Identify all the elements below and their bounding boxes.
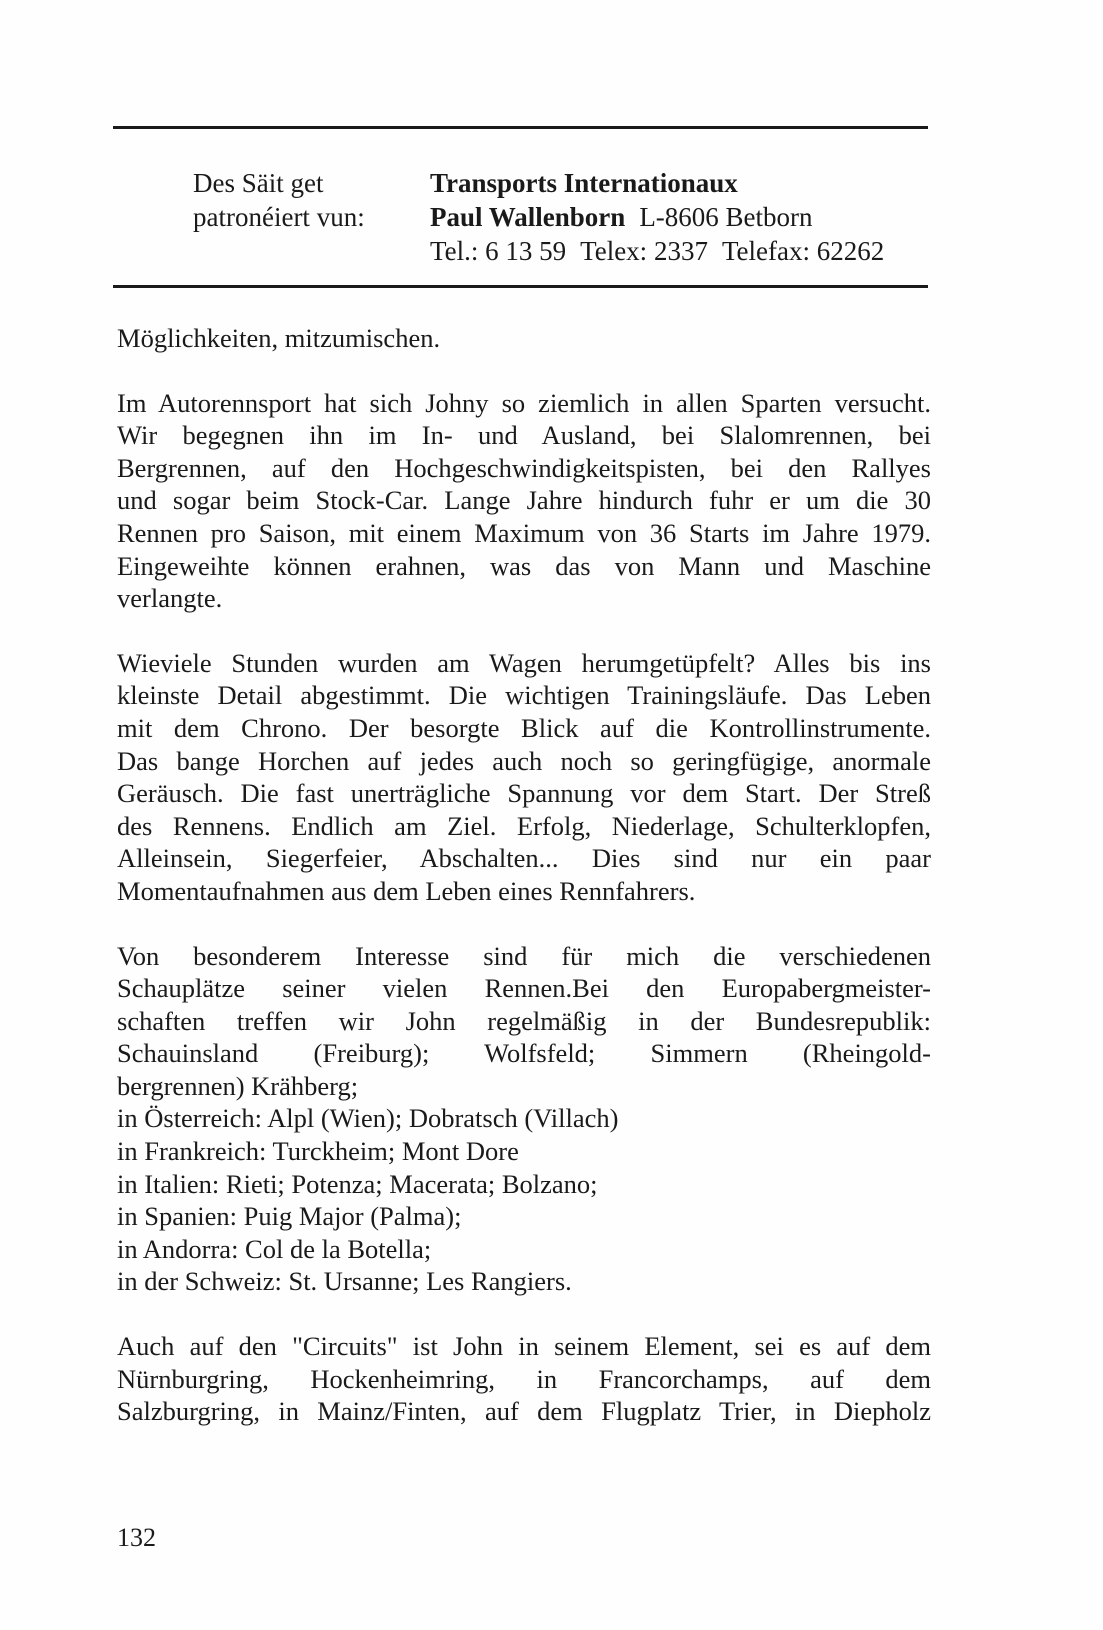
sponsor-telex: Telex: 2337 xyxy=(580,236,708,266)
text-line: Bergrennen, auf den Hochgeschwindigkeitspisten, bei den Rallyes xyxy=(117,452,931,483)
text-line: verlangte. xyxy=(117,583,223,614)
sponsor-tel: Tel.: 6 13 59 xyxy=(430,236,567,266)
text-line: mit dem Chrono. Der besorgte Blick auf die Kontrollinstrumente. xyxy=(117,712,931,743)
text-line: Eingeweihte können erahnen, was das von Mann und Maschine xyxy=(117,550,931,581)
text-line: Von besonderem Interesse sind für mich die verschiedenen xyxy=(117,940,931,971)
paragraph xyxy=(117,647,931,908)
sponsor-label-line2: patronéiert vun: xyxy=(193,202,365,232)
bottom-rule xyxy=(113,285,928,288)
sponsor-company: Transports Internationaux xyxy=(430,168,738,198)
text-line: in der Schweiz: St. Ursanne; Les Rangiers. xyxy=(117,1266,572,1297)
sponsor-telefax: Telefax: 62262 xyxy=(721,236,885,266)
body-text xyxy=(117,322,931,1460)
text-line: Im Autorennsport hat sich Johny so ziemlich in allen Sparten versucht. xyxy=(117,387,931,418)
text-line: Geräusch. Die fast unerträgliche Spannung vor dem Start. Der Streß xyxy=(117,778,931,809)
sponsor-info xyxy=(430,166,884,268)
text-line: kleinste Detail abgestimmt. Die wichtigen Trainingsläufe. Das Leben xyxy=(117,680,931,711)
sponsor-contact-line xyxy=(430,234,884,268)
page-number: 132 xyxy=(117,1523,156,1552)
text-line: Schauinsland (Freiburg); Wolfsfeld; Simmern (Rheingold- xyxy=(117,1038,931,1069)
text-line: in Frankreich: Turckheim; Mont Dore xyxy=(117,1136,519,1167)
text-line: des Rennens. Endlich am Ziel. Erfolg, Niederlage, Schulterklopfen, xyxy=(117,810,931,841)
text-line: Rennen pro Saison, mit einem Maximum von 36 Starts im Jahre 1979. xyxy=(117,517,931,548)
text-line: in Österreich: Alpl (Wien); Dobratsch (Villach) xyxy=(117,1103,619,1134)
sponsor-address: L-8606 Betborn xyxy=(639,202,813,232)
text-line: schaften treffen wir John regelmäßig in der Bundesrepublik: xyxy=(117,1005,931,1036)
text-line: in Andorra: Col de la Botella; xyxy=(117,1233,432,1264)
sponsor-person: Paul Wallenborn xyxy=(430,202,626,232)
paragraph xyxy=(117,322,931,355)
sponsor-person-line xyxy=(430,200,884,234)
sponsor-label-line1: Des Säit get xyxy=(193,168,324,198)
text-line: Möglichkeiten, mitzumischen. xyxy=(117,323,441,353)
text-line: bergrennen) Krähberg; xyxy=(117,1070,359,1101)
text-line: Das bange Horchen auf jedes auch noch so geringfügige, anormale xyxy=(117,745,931,776)
top-rule xyxy=(113,126,928,129)
text-line: Auch auf den "Circuits" ist John in seinem Element, sei es auf dem xyxy=(117,1331,931,1362)
text-line: in Italien: Rieti; Potenza; Macerata; Bolzano; xyxy=(117,1168,598,1199)
paragraph xyxy=(117,940,931,1299)
text-line: Wieviele Stunden wurden am Wagen herumgetüpfelt? Alles bis ins xyxy=(117,647,931,678)
paragraph xyxy=(117,387,931,615)
sponsor-label xyxy=(193,166,413,234)
text-line: in Spanien: Puig Major (Palma); xyxy=(117,1201,462,1232)
paragraph xyxy=(117,1330,931,1428)
text-line: Nürnburgring, Hockenheimring, in Francorchamps, auf dem xyxy=(117,1363,931,1394)
text-line: Momentaufnahmen aus dem Leben eines Rennfahrers. xyxy=(117,875,696,906)
text-line: Alleinsein, Siegerfeier, Abschalten... Dies sind nur ein paar xyxy=(117,843,931,874)
text-line: Schauplätze seiner vielen Rennen.Bei den Europabergmeister- xyxy=(117,973,931,1004)
text-line: und sogar beim Stock-Car. Lange Jahre hindurch fuhr er um die 30 xyxy=(117,485,931,516)
text-line: Wir begegnen ihn im In- und Ausland, bei Slalomrennen, bei xyxy=(117,420,931,451)
text-line: Salzburgring, in Mainz/Finten, auf dem Flugplatz Trier, in Diepholz xyxy=(117,1396,931,1427)
